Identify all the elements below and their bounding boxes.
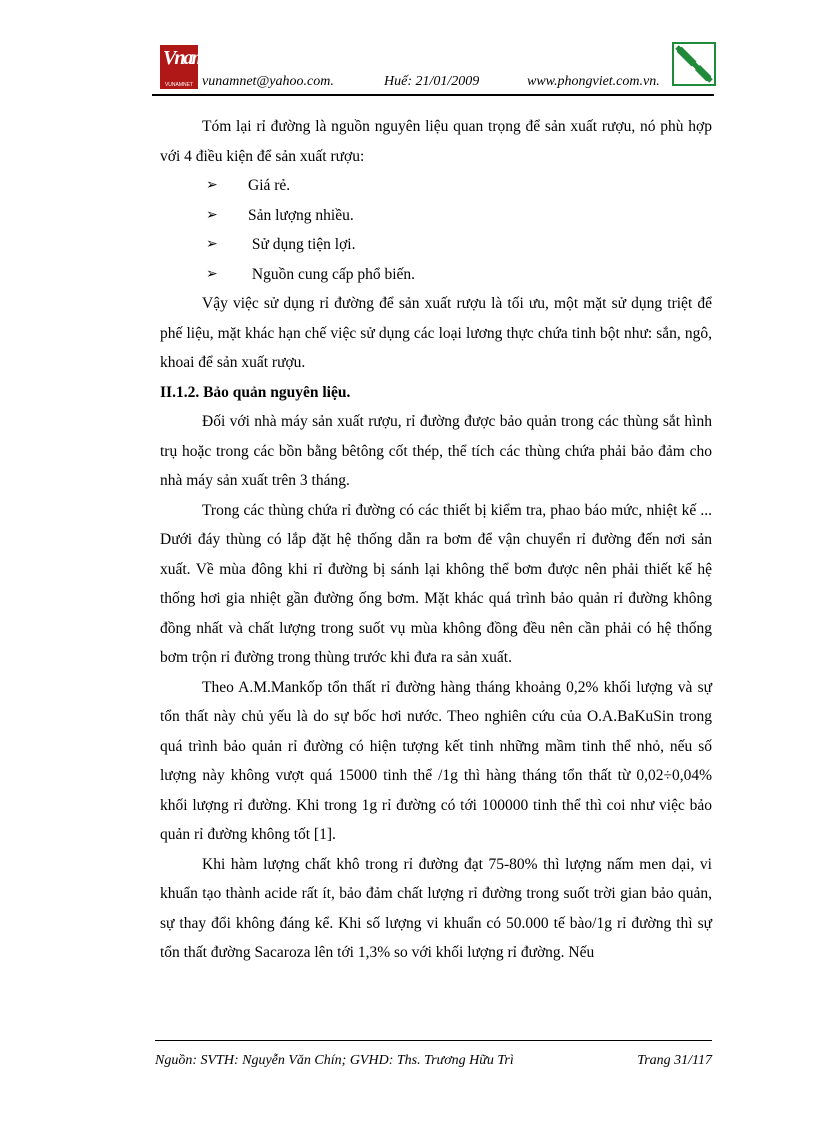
paragraph: Đối với nhà máy sản xuất rượu, rỉ đường được bảo quản trong các thùng sắt hình trụ hoặc trong các bồn bằng bêtông cốt thép, thể tích các thùng chứa phải bảo đảm cho nhà máy sản xuất trên 3 tháng. [160, 413, 712, 489]
header-website: www.phongviet.com.vn. [527, 74, 660, 89]
intro-paragraph: Tóm lại rỉ đường là nguồn nguyên liệu quan trọng để sản xuất rượu, nó phù hợp với 4 điều kiện để sản xuất rượu: [160, 118, 712, 165]
footer-source: Nguồn: SVTH: Nguyễn Văn Chín; GVHD: Ths. Trương Hữu Trì [155, 1053, 514, 1068]
list-item-text: Giá rẻ. [248, 177, 291, 194]
paragraph: Vậy việc sử dụng rỉ đường để sản xuất rượu là tối ưu, một mặt sử dụng triệt để phế liệu, mặt khác hạn chế việc sử dụng các loại lương thực chứa tinh bột như: sắn, ngô, khoai để sản xuất rượu. [160, 295, 712, 371]
document-body [160, 112, 712, 968]
section-heading: II.1.2. Bảo quản nguyên liệu. [160, 383, 351, 401]
list-item-text: Sản lượng nhiều. [248, 206, 354, 224]
arrowhead-bullet-icon: ➢ [206, 206, 218, 223]
page-number: Trang 31/117 [637, 1053, 712, 1068]
arrowhead-bullet-icon: ➢ [206, 236, 218, 252]
logo-mark: Vnam [163, 47, 206, 69]
phongviet-logo [672, 42, 716, 86]
header-rule [152, 94, 714, 96]
logo-subtitle: VUNAMNET [164, 82, 194, 88]
page-header [152, 42, 712, 96]
list-item [160, 171, 712, 201]
page-footer [155, 1040, 712, 1080]
list-item [160, 201, 712, 231]
paragraph: Theo A.M.Mankốp tổn thất rỉ đường hàng tháng khoảng 0,2% khối lượng và sự tổn thất này chủ yếu là do sự bốc hơi nước. Theo nghiên cứu của O.A.BaKuSin trong quá trình bảo quản rỉ đường có hiện tượng kết tinh những mầm tinh thể nhỏ, nếu số lượng này không vượt quá 15000 tinh thể /1g thì hàng tháng tổn thất từ 0,02÷0,04% khối lượng rỉ đường. Khi trong 1g rỉ đường có tới 100000 tinh thể thì coi như việc bảo quản rỉ đường không tốt [1]. [160, 678, 712, 843]
list-item-text: Nguồn cung cấp phổ biến. [248, 265, 416, 283]
list-item [160, 260, 712, 290]
list-item-text: Sử dụng tiện lợi. [248, 236, 356, 253]
paragraph: Khi hàm lượng chất khô trong rỉ đường đạt 75-80% thì lượng nấm men dại, vi khuẩn tạo thành acide rất ít, bảo đảm chất lượng rỉ đường trong suốt trời gian bảo quản, sự thay đổi không đáng kể. Khi số lượng vi khuẩn có 50.000 tế bào/1g rỉ đường thì sự tổn thất đường Sacaroza lên tới 1,3% so với khối lượng rỉ đường. Nếu [160, 855, 712, 961]
arrowhead-bullet-icon: ➢ [206, 265, 218, 282]
header-date: Huế: 21/01/2009 [384, 74, 480, 89]
arrowhead-bullet-icon: ➢ [206, 177, 218, 193]
vunamnet-logo [160, 45, 206, 89]
paragraph: Trong các thùng chứa rỉ đường có các thiết bị kiểm tra, phao báo mức, nhiệt kế ... Dưới đáy thùng có lắp đặt hệ thống dẫn ra bơm để vận chuyển rỉ đường đến nơi sản xuất. Về mùa đông khi rỉ đường bị sánh lại không thể bơm được nên phải thiết kế hệ thống hơi gia nhiệt gần đường ống bơm. Mặt khác quá trình bảo quản rỉ đường không đồng nhất và chất lượng trong suốt vụ mùa không đồng đều nên cần phải có hệ thống bơm trộn rỉ đường trong thùng trước khi đưa ra sản xuất. [160, 501, 712, 666]
footer-rule [155, 1040, 712, 1041]
list-item [160, 230, 712, 260]
header-email: vunamnet@yahoo.com. [202, 74, 334, 89]
